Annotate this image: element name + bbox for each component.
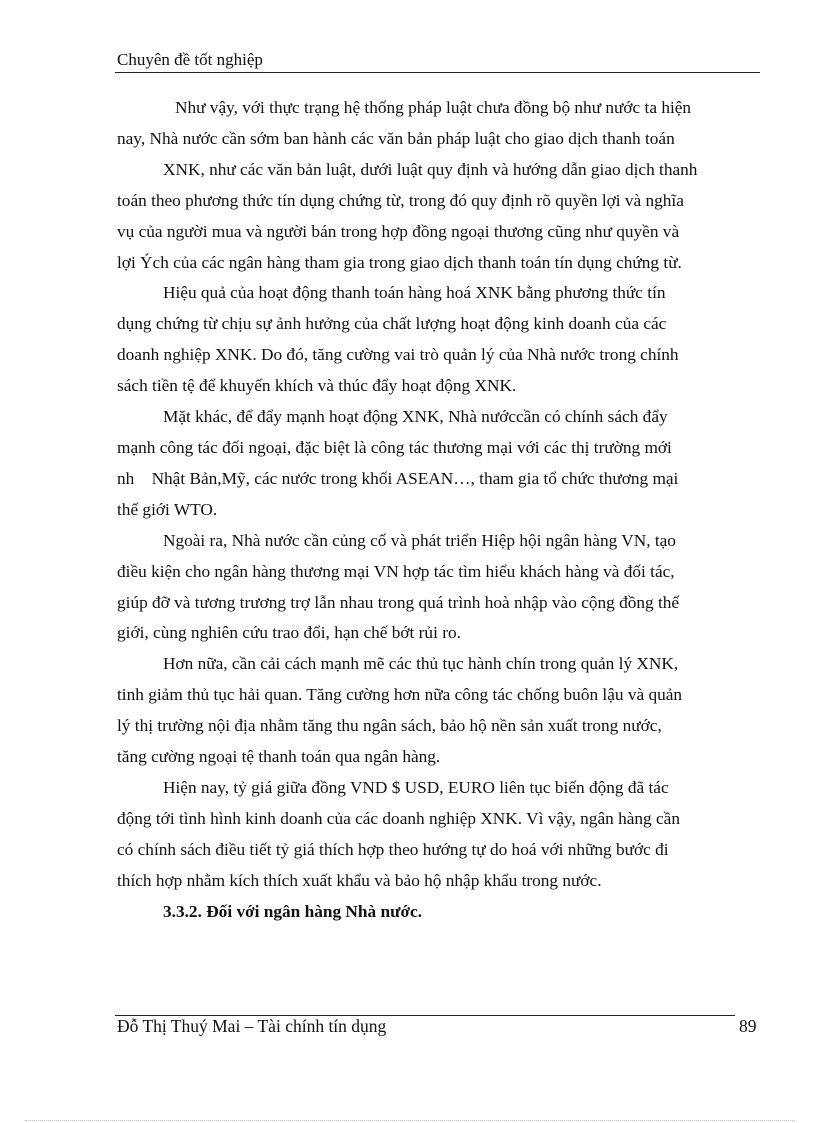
paragraph-1 — [117, 93, 758, 278]
page-bottom-border — [25, 1120, 795, 1121]
text-line: giúp đỡ và tương trương trợ lẫn nhau trong quá trình hoà nhập vào cộng đồng thế — [117, 592, 680, 612]
text-line: thế giới WTO. — [117, 499, 218, 519]
paragraph-4 — [117, 526, 758, 650]
text-line: Mặt khác, để đẩy mạnh hoạt động XNK, Nhà nướccần có chính sách đẩy — [163, 407, 668, 427]
document-body — [117, 93, 758, 927]
text-line: Hiện nay, tỷ giá giữa đồng VND $ USD, EURO liên tục biến động đã tác — [163, 777, 669, 797]
footer-author: Đỗ Thị Thuý Mai – Tài chính tín dụng — [117, 1016, 387, 1036]
paragraph-2 — [117, 278, 758, 402]
paragraph-3 — [117, 402, 758, 526]
text-line: giới, cùng nghiên cứu trao đổi, hạn chế bớt rủi ro. — [117, 623, 461, 643]
text-line: lợi Ých của các ngân hàng tham gia trong giao dịch thanh toán tín dụng chứng từ. — [117, 252, 682, 272]
text-line: điều kiện cho ngân hàng thương mại VN hợp tác tìm hiểu khách hàng và đối tác, — [117, 561, 675, 581]
text-line: Hiệu quả của hoạt động thanh toán hàng hoá XNK bằng phương thức tín — [163, 283, 666, 303]
page-number: 89 — [739, 1016, 757, 1036]
text-line: Hơn nữa, cần cải cách mạnh mẽ các thủ tục hành chín trong quản lý XNK, — [163, 654, 679, 674]
text-line: mạnh công tác đối ngoại, đặc biệt là công tác thương mại với các thị trường mới — [117, 437, 672, 457]
text-line: doanh nghiệp XNK. Do đó, tăng cường vai trò quản lý của Nhà nước trong chính — [117, 345, 679, 365]
text-line: vụ của người mua và người bán trong hợp đồng ngoại thương cũng như quyền và — [117, 221, 680, 241]
text-line: động tới tình hình kinh doanh của các doanh nghiệp XNK. Vì vậy, ngân hàng cần — [117, 808, 680, 828]
section-heading: 3.3.2. Đối với ngân hàng Nhà nước. — [163, 901, 423, 921]
text-line: có chính sách điều tiết tỷ giá thích hợp theo hướng tự do hoá với những bước đi — [117, 839, 669, 859]
text-line: tăng cường ngoại tệ thanh toán qua ngân hàng. — [117, 747, 441, 767]
paragraph-5 — [117, 649, 758, 773]
text-line: lý thị trường nội địa nhằm tăng thu ngân sách, bảo hộ nền sản xuất trong nước, — [117, 716, 662, 736]
text-line: sách tiền tệ để khuyến khích và thúc đẩy hoạt động XNK. — [117, 376, 517, 396]
text-line: dụng chứng từ chịu sự ảnh hưởng của chất lượng hoạt động kinh doanh của các — [117, 314, 667, 334]
text-line: XNK, như các văn bản luật, dưới luật quy định và hướng dẫn giao dịch thanh — [163, 159, 698, 179]
text-line: Như vậy, với thực trạng hệ thống pháp luật chưa đồng bộ như nước ta hiện — [175, 98, 692, 117]
text-line: Ngoài ra, Nhà nước cần củng cố và phát triển Hiệp hội ngân hàng VN, tạo — [163, 530, 676, 550]
text-line: nay, Nhà nước cần sớm ban hành các văn bản pháp luật cho giao dịch thanh toán — [117, 128, 675, 148]
text-line: thích hợp nhằm kích thích xuất khẩu và bảo hộ nhập khẩu trong nước. — [117, 870, 602, 890]
page-header-title: Chuyên đề tốt nghiệp — [117, 50, 263, 69]
paragraph-6 — [117, 773, 758, 897]
text-line: tinh giảm thủ tục hải quan. Tăng cường hơn nữa công tác chống buôn lậu và quản — [117, 685, 683, 705]
header-divider — [115, 72, 760, 73]
text-line: toán theo phương thức tín dụng chứng từ, trong đó quy định rõ quyền lợi và nghĩa — [117, 190, 684, 210]
text-line: nh Nhật Bản,Mỹ, các nước trong khối ASEAN…, tham gia tổ chức thương mại — [117, 468, 679, 488]
